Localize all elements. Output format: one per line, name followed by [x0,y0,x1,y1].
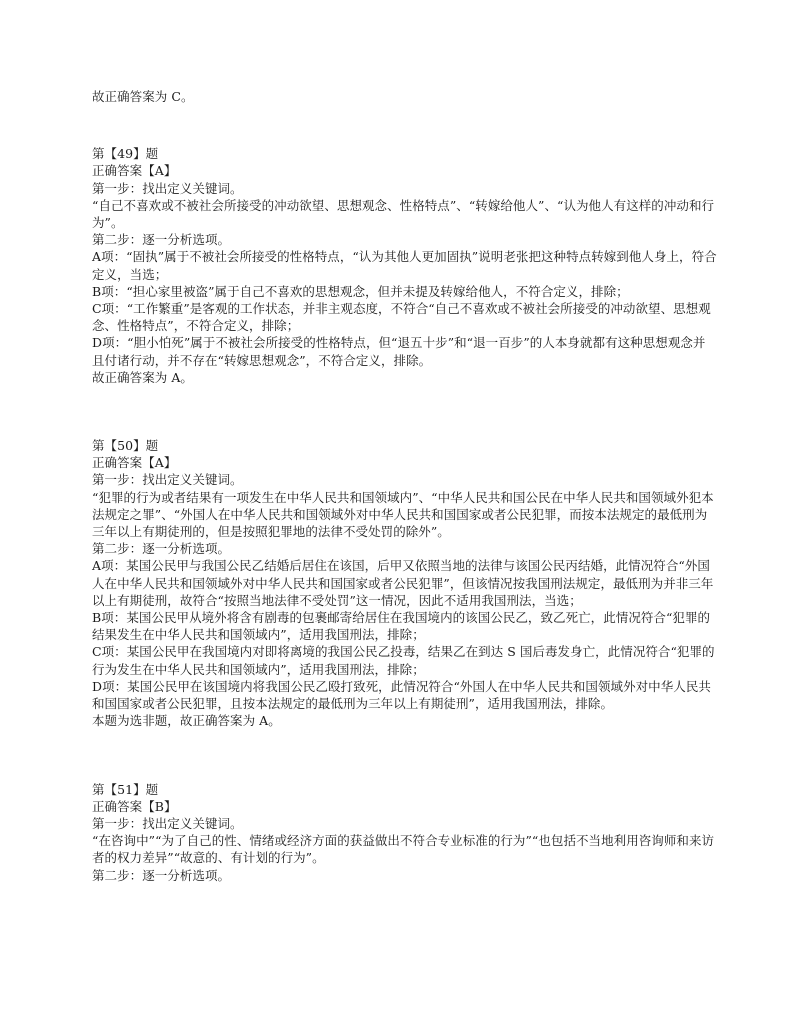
explanation-line: 第二步：逐一分析选项。 [92,867,231,883]
section-spacer [92,105,717,145]
question-title: 第【50】题 [92,438,159,454]
correct-answer: 正确答案【A】 [92,455,177,471]
document-page [92,88,717,884]
explanation-line: “在咨询中”“为了自己的性、情绪或经济方面的获益做出不符合专业标准的行为”“也包括不当地利用咨询师和来访者的权力差异”“故意的、有计划的行为”。 [92,833,715,866]
option-a-analysis: A项：某国公民甲与我国公民乙结婚后居住在该国，后甲又依照当地的法律与该国公民丙结婚，此情况符合“外国人在中华人民共和国领域外对中华人民共和国国家或者公民犯罪”，但该情况按我国刑法规定，最低刑为并非三年以上有期徒刑，故符合“按照当地法律不受处罚”这一情况，因此不适用我国刑法，当选； [92,558,714,608]
option-c-analysis: C项：“工作繁重”是客观的工作状态，并非主观态度，不符合“自己不喜欢或不被社会所接受的冲动欲望、思想观念、性格特点”，不符合定义，排除； [92,301,711,334]
explanation-line: 第一步：找出定义关键词。 [92,472,243,488]
question-title: 第【49】题 [92,146,159,162]
question-block-50 [92,437,717,729]
explanation-line: “犯罪的行为或者结果有一项发生在中华人民共和国领域内”、“中华人民共和国公民在中华人民共和国领域外犯本法规定之罪”、“外国人在中华人民共和国领域外对中华人民共和国国家或者公民犯罪，而按本法规定的最低刑为三年以上有期徒刑的，但是按照犯罪地的法律不受处罚的除外”。 [92,489,714,540]
question-block-51 [92,781,717,884]
correct-answer: 正确答案【A】 [92,163,177,179]
option-a-analysis: A项：“固执”属于不被社会所接受的性格特点，“认为其他人更加固执”说明老张把这种特点转嫁到他人身上，符合定义，当选； [92,249,717,282]
option-c-analysis: C项：某国公民甲在我国境内对即将离境的我国公民乙投毒，结果乙在到达 S 国后毒发身亡，此情况符合“犯罪的行为发生在中华人民共和国领域内”，适用我国刑法，排除； [92,644,715,677]
explanation-line: 第二步：逐一分析选项。 [92,541,231,557]
explanation-line: 第一步：找出定义关键词。 [92,815,243,831]
final-answer: 故正确答案为 A。 [92,369,193,385]
explanation-line: 第二步：逐一分析选项。 [92,232,231,248]
option-d-analysis: D项：某国公民甲在该国境内将我国公民乙殴打致死，此情况符合“外国人在中华人民共和国领域外对中华人民共和国国家或者公民犯罪，且按本法规定的最低刑为三年以上有期徒刑”，适用我国刑法，排除。 [92,678,711,712]
final-answer: 本题为选非题，故正确答案为 A。 [92,713,281,729]
explanation-line: “自己不喜欢或不被社会所接受的冲动欲望、思想观念、性格特点”、“转嫁给他人”、“认为他人有这样的冲动和行为”。 [92,197,715,231]
question-title: 第【51】题 [92,781,159,797]
intro-final-answer: 故正确答案为 C。 [92,89,194,104]
option-d-analysis: D项：“胆小怕死”属于不被社会所接受的性格特点，但“退五十步”和“退一百步”的人本身就都有这种思想观念并且付诸行动，并不存在“转嫁思想观念”，不符合定义，排除。 [92,335,706,368]
correct-answer: 正确答案【B】 [92,798,177,814]
explanation-line: 第一步：找出定义关键词。 [92,180,243,196]
option-b-analysis: B项：某国公民甲从境外将含有剧毒的包裹邮寄给居住在我国境内的该国公民乙，致乙死亡，此情况符合“犯罪的结果发生在中华人民共和国领域内”，适用我国刑法，排除； [92,610,711,643]
option-b-analysis: B项：“担心家里被盗”属于自己不喜欢的思想观念，但并未提及转嫁给他人，不符合定义，排除； [92,283,629,299]
section-spacer [92,386,717,437]
section-spacer [92,730,717,781]
question-block-49 [92,145,717,386]
